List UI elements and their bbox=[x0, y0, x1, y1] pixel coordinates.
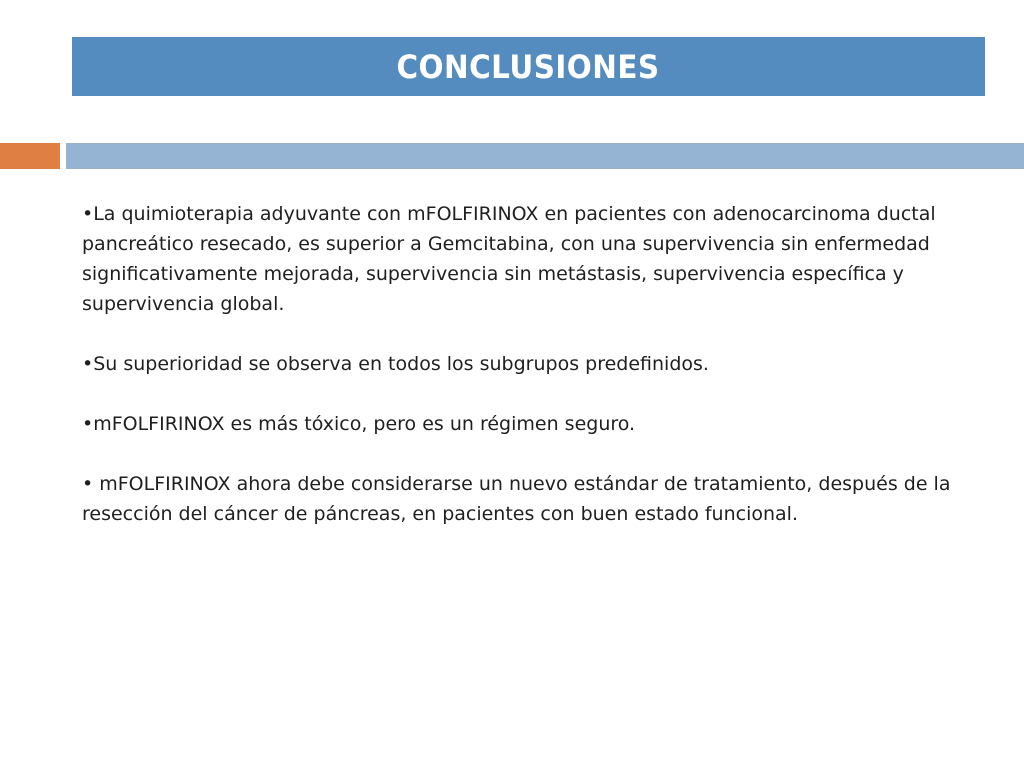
bullet-item-1: •La quimioterapia adyuvante con mFOLFIRINOX en pacientes con adenocarcinoma ductal pancreático resecado, es superior a Gemcitabina, con una supervivencia sin enfermedad significativamente mejorada, supervivencia sin metástasis, supervivencia específica y supervivencia global. bbox=[82, 203, 936, 315]
title-bar bbox=[72, 37, 985, 96]
accent-blue-band bbox=[66, 143, 1024, 169]
bullet-item-3: •mFOLFIRINOX es más tóxico, pero es un régimen seguro. bbox=[82, 413, 636, 435]
slide-title: CONCLUSIONES bbox=[396, 47, 661, 86]
bullet-item-4: • mFOLFIRINOX ahora debe considerarse un nuevo estándar de tratamiento, después de la resección del cáncer de páncreas, en pacientes con buen estado funcional. bbox=[82, 473, 951, 525]
slide-content bbox=[82, 199, 962, 559]
accent-orange-block bbox=[0, 143, 60, 169]
bullet-item-2: •Su superioridad se observa en todos los subgrupos predefinidos. bbox=[82, 353, 709, 375]
